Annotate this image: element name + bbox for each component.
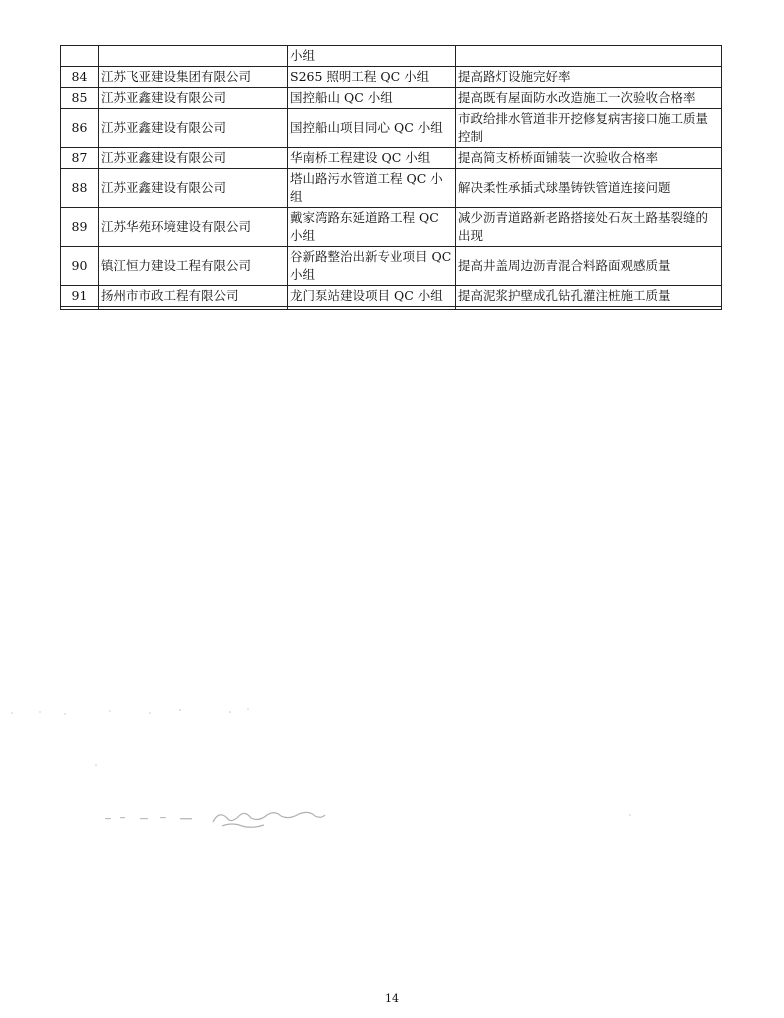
group-cell: 小组 [288, 46, 456, 67]
table-row [61, 46, 722, 67]
row-number [61, 46, 99, 67]
company-cell: 江苏亚鑫建设有限公司 [99, 169, 288, 208]
topic-cell: 提高既有屋面防水改造施工一次验收合格率 [456, 88, 722, 109]
company-cell: 江苏飞亚建设集团有限公司 [99, 67, 288, 88]
row-number: 86 [61, 109, 99, 148]
topic-cell: 提高路灯设施完好率 [456, 67, 722, 88]
group-cell: 龙门泵站建设项目 QC 小组 [288, 286, 456, 307]
company-cell: 江苏华苑环境建设有限公司 [99, 208, 288, 247]
group-cell: 谷新路整治出新专业项目 QC 小组 [288, 247, 456, 286]
company-cell: 扬州市市政工程有限公司 [99, 286, 288, 307]
topic-cell: 提高井盖周边沥青混合料路面观感质量 [456, 247, 722, 286]
group-cell [288, 307, 456, 310]
row-number: 91 [61, 286, 99, 307]
awards-table-body [61, 46, 722, 310]
table-row [61, 67, 722, 88]
group-cell: S265 照明工程 QC 小组 [288, 67, 456, 88]
row-number [61, 307, 99, 310]
company-cell: 镇江恒力建设工程有限公司 [99, 247, 288, 286]
company-cell: 江苏亚鑫建设有限公司 [99, 148, 288, 169]
row-number: 84 [61, 67, 99, 88]
company-cell: 江苏亚鑫建设有限公司 [99, 109, 288, 148]
row-number: 90 [61, 247, 99, 286]
group-cell: 华南桥工程建设 QC 小组 [288, 148, 456, 169]
company-cell [99, 46, 288, 67]
table-row [61, 148, 722, 169]
topic-cell: 提高简支桥桥面铺装一次验收合格率 [456, 148, 722, 169]
topic-cell: 解决柔性承插式球墨铸铁管道连接问题 [456, 169, 722, 208]
group-cell: 国控船山项目同心 QC 小组 [288, 109, 456, 148]
topic-cell: 减少沥青道路新老路搭接处石灰土路基裂缝的出现 [456, 208, 722, 247]
table-row [61, 169, 722, 208]
group-cell: 塔山路污水管道工程 QC 小组 [288, 169, 456, 208]
row-number: 87 [61, 148, 99, 169]
group-cell: 国控船山 QC 小组 [288, 88, 456, 109]
company-cell [99, 307, 288, 310]
table-row [61, 88, 722, 109]
topic-cell [456, 307, 722, 310]
company-cell: 江苏亚鑫建设有限公司 [99, 88, 288, 109]
topic-cell: 市政给排水管道非开挖修复病害接口施工质量控制 [456, 109, 722, 148]
group-cell: 戴家湾路东延道路工程 QC 小组 [288, 208, 456, 247]
page-number: 14 [385, 992, 399, 1005]
awards-table [60, 45, 722, 310]
table-row [61, 208, 722, 247]
table-row [61, 247, 722, 286]
row-number: 89 [61, 208, 99, 247]
topic-cell: 提高泥浆护壁成孔钻孔灌注桩施工质量 [456, 286, 722, 307]
table-row [61, 307, 722, 310]
table-row [61, 109, 722, 148]
table-row [61, 286, 722, 307]
topic-cell [456, 46, 722, 67]
row-number: 85 [61, 88, 99, 109]
row-number: 88 [61, 169, 99, 208]
